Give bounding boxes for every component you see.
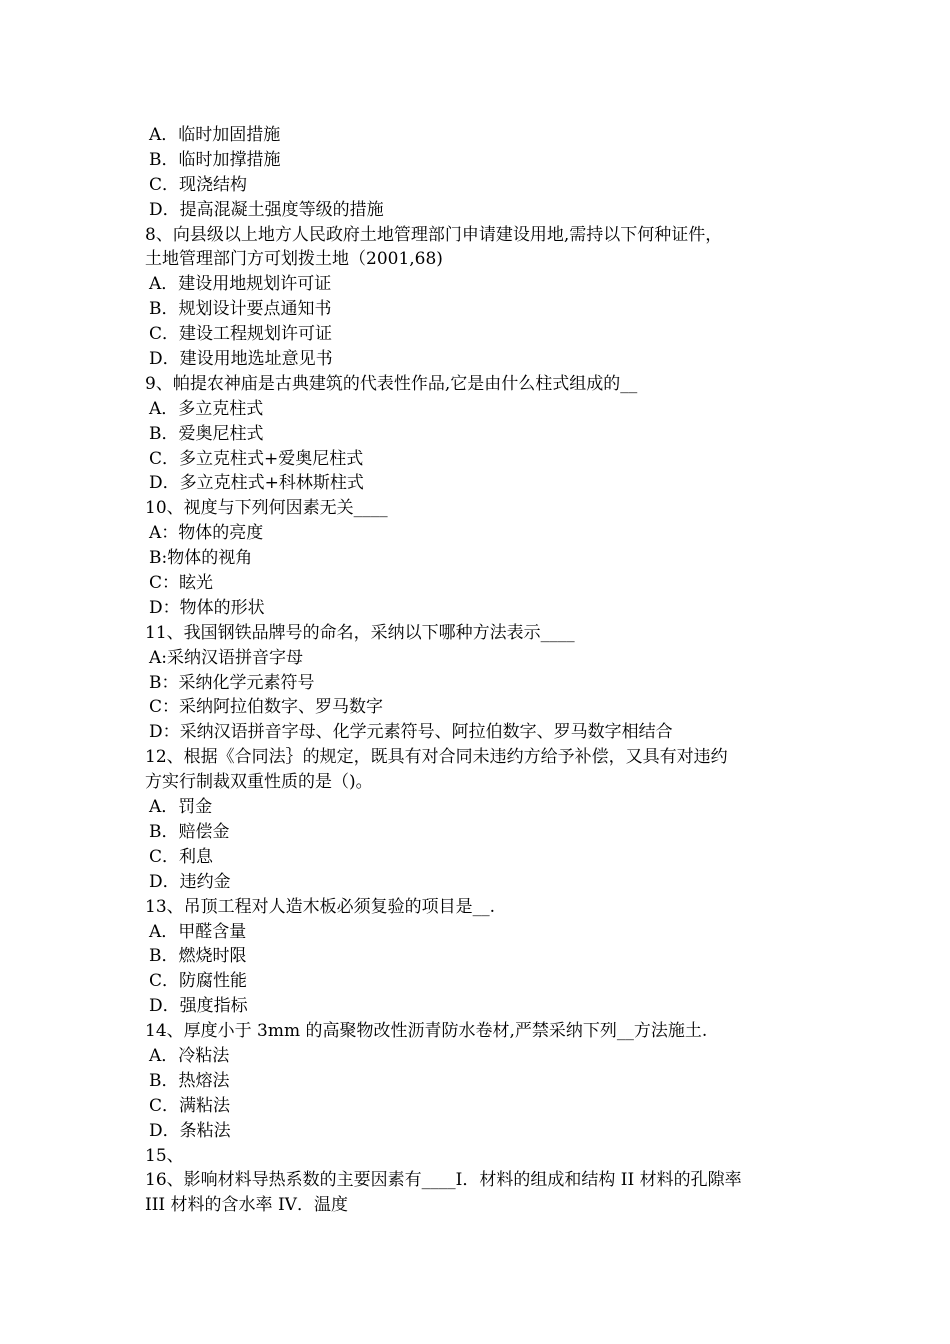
answer-option: A．罚金 [149, 797, 213, 818]
answer-option: B:物体的视角 [149, 548, 253, 569]
question-text: 土地管理部门方可划拨土地（2001,68) [145, 249, 443, 270]
answer-option: D．违约金 [149, 871, 231, 892]
question-list [145, 123, 810, 1218]
answer-option: C．多立克柱式+爱奥尼柱式 [149, 448, 364, 469]
answer-option: A．临时加固措施 [149, 125, 281, 145]
answer-option: B．赔偿金 [149, 821, 230, 842]
question-text: 11、我国钢铁品牌号的命名，采纳以下哪种方法表示____ [145, 622, 575, 643]
answer-option: D．强度指标 [149, 996, 248, 1017]
answer-option: D：物体的形状 [149, 597, 265, 618]
answer-option: D．多立克柱式+科林斯柱式 [149, 473, 364, 494]
answer-option: C．满粘法 [149, 1095, 231, 1116]
answer-option: C．利息 [149, 846, 214, 867]
answer-option: A．多立克柱式 [149, 398, 264, 419]
answer-option: D．条粘法 [149, 1120, 231, 1141]
answer-option: B．热熔法 [149, 1070, 230, 1091]
answer-option: A:采纳汉语拼音字母 [149, 647, 304, 668]
answer-option: B．爱奥尼柱式 [149, 423, 264, 444]
question-text: 16、影响材料导热系数的主要因素有____I．材料的组成和结构 II 材料的孔隙率 [145, 1170, 742, 1191]
answer-option: C．现浇结构 [149, 174, 248, 195]
answer-option: A．建设用地规划许可证 [149, 274, 332, 295]
question-text: 13、吊顶工程对人造木板必须复验的项目是__. [145, 896, 496, 917]
answer-option: A：物体的亮度 [149, 523, 264, 544]
answer-option: B．燃烧时限 [149, 946, 247, 967]
answer-option: C：眩光 [149, 573, 214, 594]
question-text: 14、厚度小于 3mm 的高聚物改性沥青防水卷材,严禁采纳下列__方法施土. [145, 1021, 708, 1042]
question-text: 15、 [145, 1145, 184, 1166]
answer-option: C：采纳阿拉伯数字、罗马数字 [149, 697, 384, 718]
answer-option: B．临时加撑措施 [149, 149, 281, 170]
question-text: 9、帕提农神庙是古典建筑的代表性作品,它是由什么柱式组成的__ [145, 373, 638, 394]
question-text: 10、视度与下列何因素无关____ [145, 498, 388, 519]
question-text: 12、根据《合同法｝的规定，既具有对合同未违约方给予补偿，又具有对违约 [145, 747, 728, 768]
answer-option: B．规划设计要点通知书 [149, 299, 332, 320]
answer-option: C．建设工程规划许可证 [149, 324, 333, 345]
answer-option: D．建设用地选址意见书 [149, 349, 333, 370]
answer-option: C．防腐性能 [149, 971, 248, 992]
question-text: III 材料的含水率 IV．温度 [145, 1195, 348, 1216]
answer-option: A．冷粘法 [149, 1045, 230, 1066]
answer-option: D．提高混凝土强度等级的措施 [149, 199, 384, 220]
answer-option: D：采纳汉语拼音字母、化学元素符号、阿拉伯数字、罗马数字相结合 [149, 722, 673, 743]
question-text: 8、向县级以上地方人民政府土地管理部门申请建设用地,需持以下何种证件， [145, 224, 723, 245]
question-text: 方实行制裁双重性质的是（)。 [145, 772, 373, 793]
answer-option: B：采纳化学元素符号 [149, 672, 315, 693]
answer-option: A．甲醛含量 [149, 921, 247, 942]
